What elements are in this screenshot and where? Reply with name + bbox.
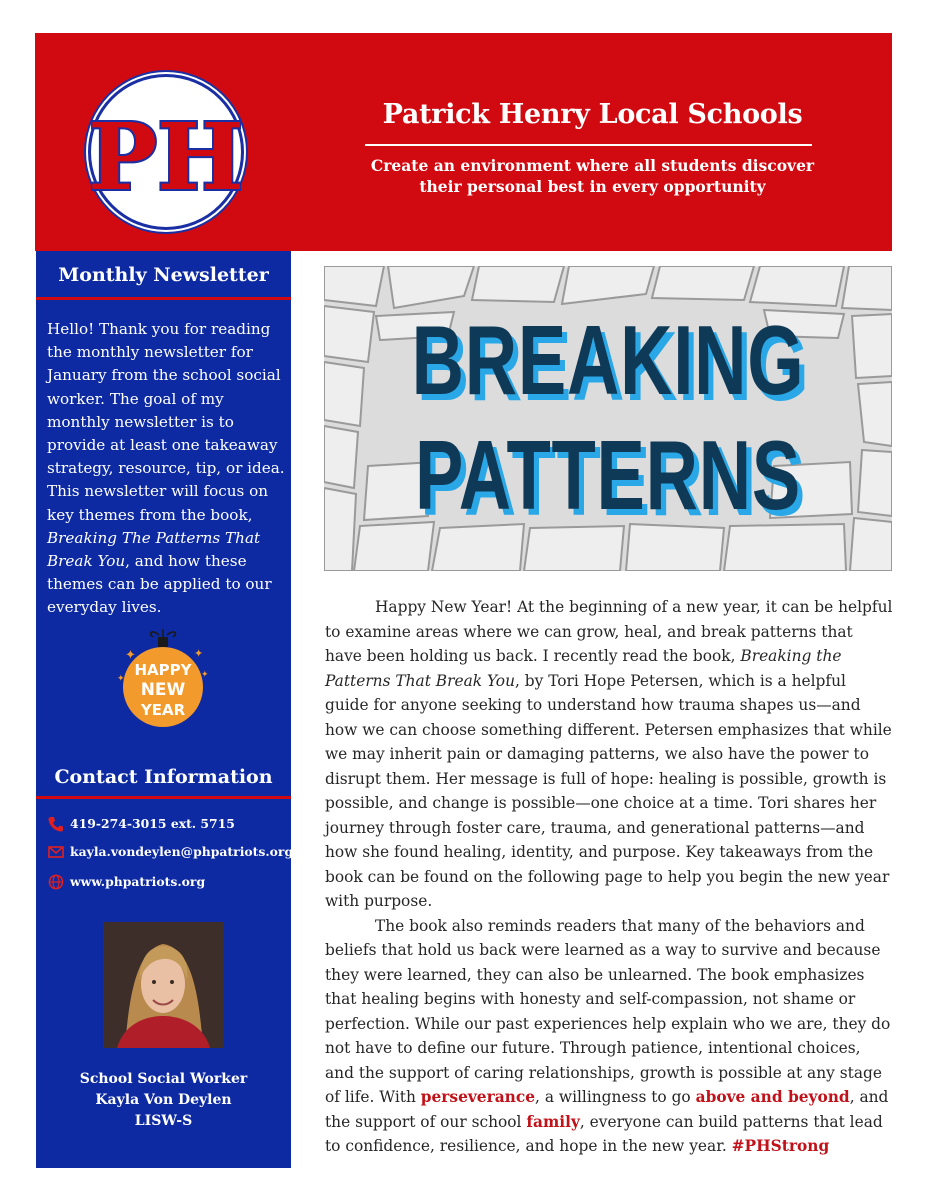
- staff-photo: [103, 922, 224, 1048]
- signature-block: [36, 1069, 291, 1132]
- signature-name: Kayla Von Deylen: [95, 1092, 232, 1108]
- phone-icon: [48, 816, 64, 832]
- phone-number: 419-274-3015 ext. 5715: [70, 816, 235, 831]
- newsletter-heading: Monthly Newsletter: [58, 264, 269, 286]
- contact-heading: Contact Information: [54, 766, 273, 788]
- article-paragraph-1: Happy New Year! At the beginning of a new year, it can be helpful to examine areas where we can grow, heal, and break patterns that have been holding us back. I recently read the book, Breaking the Patterns That Break You, by Tori Hope Petersen, which is a helpful guide for anyone seeking to understand how trauma shapes us—and how we can choose something different. Petersen emphasizes that while we may inherit pain or damaging patterns, we also have the power to disrupt them. Her message is full of hope: healing is possible, growth is possible, and change is possible—one choice at a time. Tori shares her journey through foster care, trauma, and generational patterns—and how she found healing, identity, and purpose. Key takeaways from the book can be found on the following page to help you begin the new year with purpose.: [325, 598, 893, 910]
- globe-icon: [48, 874, 64, 890]
- logo-text: PH: [91, 103, 241, 211]
- book-title: Breaking The Patterns That Break You: [47, 528, 261, 571]
- ph-monogram-icon: [91, 77, 241, 227]
- school-logo: [84, 70, 248, 234]
- banner-line-1: BREAKING: [411, 305, 805, 415]
- sidebar-divider: [36, 297, 291, 300]
- svg-text:✦: ✦: [117, 674, 125, 684]
- header-divider: [365, 144, 812, 146]
- contact-email[interactable]: [44, 842, 294, 864]
- svg-text:YEAR: YEAR: [140, 701, 186, 719]
- motto-line-1: Create an environment where all students discover: [370, 156, 815, 175]
- header-banner: [35, 33, 892, 251]
- motto-line-2: their personal best in every opportunity: [419, 177, 766, 196]
- banner-line-2: PATTERNS: [415, 420, 801, 530]
- new-year-ornament-icon: [109, 629, 217, 741]
- highlight-above-and-beyond: above and beyond: [695, 1088, 850, 1106]
- contact-phone[interactable]: [44, 814, 289, 836]
- school-motto: [350, 155, 835, 197]
- article-body: [325, 595, 893, 1159]
- hashtag-phstrong: #PHStrong: [731, 1137, 830, 1155]
- highlight-perseverance: perseverance: [420, 1088, 536, 1106]
- svg-text:HAPPY: HAPPY: [134, 661, 192, 679]
- contact-website[interactable]: [44, 872, 289, 894]
- school-name: Patrick Henry Local Schools: [382, 99, 803, 130]
- svg-text:NEW: NEW: [140, 680, 186, 700]
- contact-divider: [36, 796, 291, 799]
- website-url: www.phpatriots.org: [70, 874, 206, 889]
- highlight-family: family: [526, 1112, 580, 1131]
- sidebar: [36, 251, 294, 1168]
- email-address: kayla.vondeylen@phpatriots.org: [70, 844, 294, 859]
- article-book-title: Breaking the Patterns That Break You: [325, 647, 842, 690]
- svg-text:✦: ✦: [201, 670, 209, 680]
- portrait-image: [103, 922, 224, 1048]
- svg-text:✦: ✦: [125, 648, 136, 663]
- breaking-patterns-banner: [324, 266, 892, 571]
- intro-text: Hello! Thank you for reading the monthly newsletter for January from the school social worker. The goal of my monthly newsletter is to provide at least one takeaway strategy, resource, tip, or idea. This newsletter will focus on key themes from the book, Breaking The Patterns That Break You, and how these themes can be applied to our everyday lives.: [47, 320, 285, 617]
- svg-text:✦: ✦: [194, 647, 204, 660]
- signature-credential: LISW-S: [134, 1113, 193, 1129]
- signature-title: School Social Worker: [79, 1071, 248, 1087]
- mail-icon: [48, 844, 64, 860]
- article-paragraph-2: The book also reminds readers that many of the behaviors and beliefs that hold us back were learned as a way to survive and because they were learned, they can also be unlearned. The book emphasizes that healing begins with honesty and self-compassion, not shame or perfection. While our past experiences help explain who we are, they do not have to define our future. Through patience, intentional choices, and the support of caring relationships, growth is possible at any stage of life. With perseverance, a willingness to go above and beyond, and the support of our school family, everyone can build patterns that lead to confidence, resilience, and hope in the new year. #PHStrong: [325, 916, 891, 1155]
